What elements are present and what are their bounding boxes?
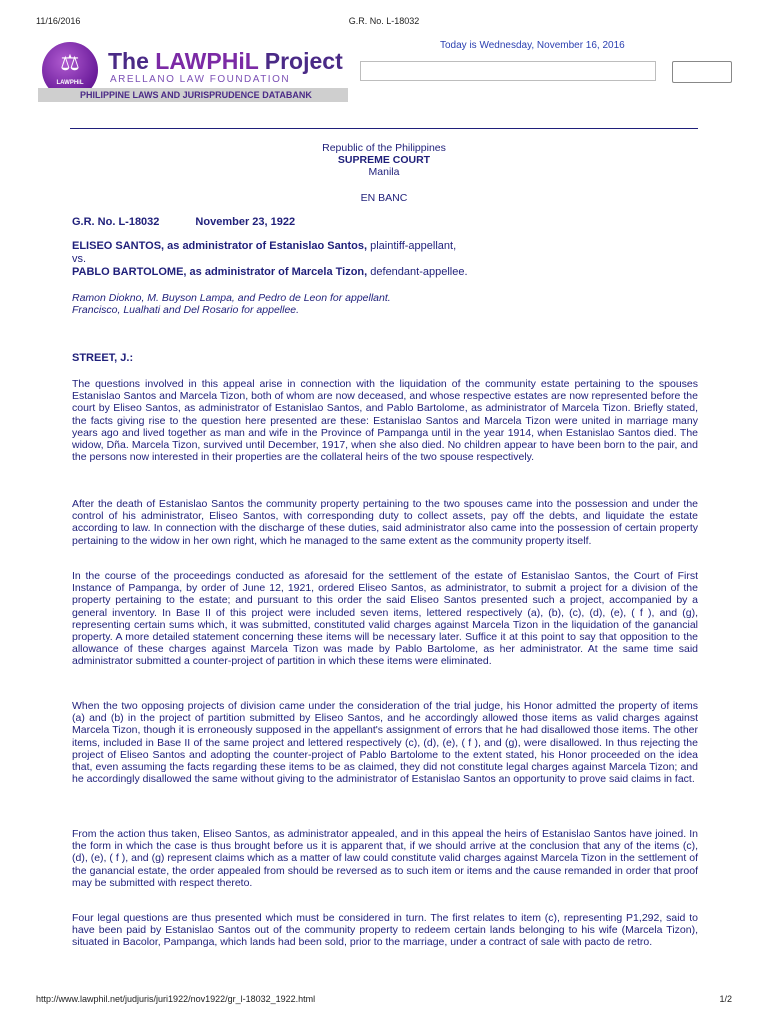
ponente: STREET, J.:: [72, 352, 134, 364]
logo-title-prefix: The: [108, 48, 156, 74]
scales-of-justice-icon: ⚖: [60, 50, 80, 75]
search-input[interactable]: [360, 61, 656, 81]
page-url[interactable]: http://www.lawphil.net/judjuris/juri1922/nov1922/gr_l-18032_1922.html: [36, 994, 316, 1004]
defendant-role: defendant-appellee.: [367, 266, 468, 278]
counsel-appellant: Ramon Diokno, M. Buyson Lampa, and Pedro de Leon for appellant.: [72, 292, 391, 304]
paragraph-6: Four legal questions are thus presented which must be considered in turn. The first relates to item (c), representing P1,292, said to have been paid by Estanislao Santos out of the community property to redeem certain lands belonging to his wife (Marcela Tizon), situated in Bacolor, Pampanga, which lands had been sold, prior to the marriage, under a contract of sale with pacto de retro.: [72, 912, 698, 949]
paragraph-1: The questions involved in this appeal arise in connection with the liquidation of the community estate pertaining to the spouses Estanislao Santos and Marcela Tizon, both of whom are now deceased, and whose respective estates are now represented before the court by Eliseo Santos, as administrator of Estanislao Santos, and Pablo Bartolome, as administrator of Marcela Tizon. Briefly stated, the facts giving rise to the question here presented are these: Estanislao Santos and Marcela Tizon were united in marriage many years ago and lived together as man and wife in the Province of Pampanga until in the year 1914, when Estanislao Santos died. The widow, Dña. Marcela Tizon, survived until December, 1917, when she also died. No children appear to have been born to the pair, and the persons now interested in their properties are the collateral heirs of the two spouse respectively.: [72, 378, 698, 464]
today-date: Today is Wednesday, November 16, 2016: [440, 40, 625, 51]
logo-title: [108, 48, 343, 75]
lawphil-logo[interactable]: [38, 42, 348, 104]
search-button[interactable]: [672, 61, 732, 83]
print-date: 11/16/2016: [36, 16, 81, 26]
paragraph-5: From the action thus taken, Eliseo Santos, as administrator appealed, and in this appeal the heirs of Estanislao Santos have joined. In the form in which the case is thus brought before us it is apparent that, if we should arrive at the conclusion that any of the items (c), (d), (e), ( f ), and (g) represent claims which as a matter of law could constitute valid charges against Marcela Tizon in the settlement of the ganancial estate, the order appealed from should be reversed as to such item or items and the cause remanded in order that proof may be submitted with respect thereto.: [72, 828, 698, 889]
plaintiff-line: [72, 240, 456, 253]
gr-number: G.R. No. L-18032: [72, 216, 160, 228]
plaintiff-name: ELISEO SANTOS, as administrator of Estanislao Santos,: [72, 240, 368, 252]
logo-banner: [38, 88, 348, 102]
paragraph-3: In the course of the proceedings conducted as aforesaid for the settlement of the estate of Estanislao Santos, the Court of First Instance of Pampanga, by order of June 12, 1921, ordered Eliseo Santos, as administrator, to submit a project for a division of the property pertaining to the estate; and pursuant to this order the said Eliseo Santos presented such a project, accompanied by a general inventory. In Base II of this project were included seven items, lettered respectively (a), (b), (c), (d), (e), ( f ), and (g), representing certain sums which, it was submitted, constituted valid charges against Marcela Tizon in the liquidation of the ganancial property. A more detailed statement concerning these items will be necessary later. Suffice it at this point to say that opposition to the allowance of these charges against Marcela Tizon was made by Pablo Bartolome, as her administrator. At the same time said administrator submitted a counter-project of partition in which these items were eliminated.: [72, 570, 698, 668]
paragraph-2: After the death of Estanislao Santos the community property pertaining to the two spouses came into the possession and under the control of his administrator, Eliseo Santos, with corresponding duty to collect assets, pay off the debts, and liquidate the estate according to law. In connection with the discharge of these duties, said administrator also came into the possession of certain property pertaining to the widow in her own right, which he managed to the same extent as the community property itself.: [72, 498, 698, 547]
paragraph-4: When the two opposing projects of division came under the consideration of the trial judge, his Honor admitted the property of items (a) and (b) in the project of partition submitted by Eliseo Santos, and he accordingly allowed those items as valid charges against Marcela Tizon, though it is erroneously supposed in the appellant's assignment of errors that he had disallowed those items. The other items, included in Base II of the same project and lettered respectively (c), (d), (e), ( f ), and (g), were disallowed. In thus rejecting the project of Eliseo Santos and adopting the counter-project of Pablo Bartolome to the extent stated, his Honor proceeded on the idea that, even assuming the facts regarding these items to be as claimed, they did not constitute legal charges against Marcela Tizon; and he accordingly disallowed the same without giving to the administrator of Estanislao Santos an opportunity to prove said claims in fact.: [72, 700, 698, 786]
header-rule: [70, 128, 698, 129]
logo-banner-text: PHILIPPINE LAWS AND JURISPRUDENCE DATABANK: [80, 90, 312, 100]
case-number-line: [72, 216, 295, 229]
republic-line: Republic of the Philippines: [322, 142, 446, 154]
logo-subtitle: ARELLANO LAW FOUNDATION: [110, 74, 291, 85]
versus: vs.: [72, 253, 87, 265]
logo-title-brand: LAWPHiL: [155, 48, 259, 74]
division: EN BANC: [360, 192, 408, 204]
logo-circle-text: LAWPHiL: [56, 80, 84, 86]
page-number: 1/2: [719, 994, 732, 1004]
defendant-line: [72, 266, 468, 279]
print-title: G.R. No. L-18032: [348, 16, 420, 26]
court-city: Manila: [368, 166, 400, 178]
counsel-appellee: Francisco, Lualhati and Del Rosario for appellee.: [72, 304, 300, 316]
defendant-name: PABLO BARTOLOME, as administrator of Marcela Tizon,: [72, 266, 368, 278]
logo-title-suffix: Project: [258, 48, 343, 74]
court-name: SUPREME COURT: [337, 154, 431, 166]
plaintiff-role: plaintiff-appellant,: [367, 240, 457, 252]
decision-date: November 23, 1922: [195, 216, 296, 228]
